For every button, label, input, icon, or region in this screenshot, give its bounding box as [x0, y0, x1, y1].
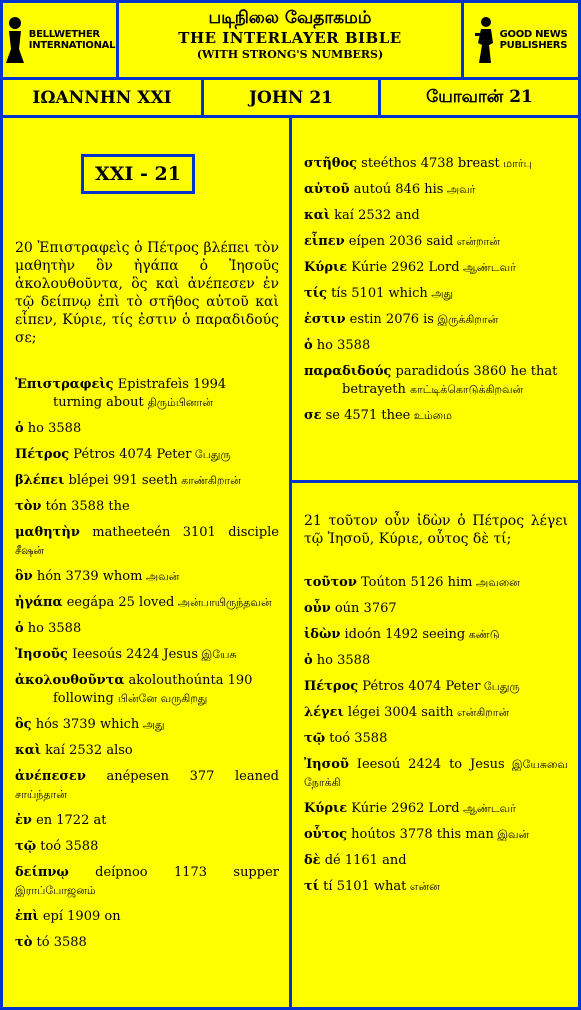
- tamil-gloss: என்றான்: [453, 235, 500, 248]
- word-gloss: deípnoo 1173 supper: [68, 865, 279, 880]
- greek-word: ὁ: [15, 421, 24, 436]
- word-gloss: autoú 846 his: [349, 182, 444, 197]
- word-gloss: ho 3588: [23, 421, 82, 436]
- greek-word: δὲ: [304, 853, 321, 868]
- bar-greek: ΙΩΑΝΝΗΝ XXI: [0, 77, 204, 118]
- greek-word: τί: [304, 879, 320, 894]
- word-gloss: blépei 991 seeth: [64, 473, 178, 488]
- greek-word: μαθητὴν: [15, 525, 80, 540]
- tamil-gloss: அவர்: [443, 183, 476, 196]
- tamil-gloss: திரும்பினான்: [147, 396, 213, 409]
- word-gloss: Kúrie 2962 Lord: [347, 801, 460, 816]
- word-entry: [15, 716, 279, 734]
- right-top-column: [289, 115, 581, 483]
- word-gloss: kaí 2532 and: [330, 208, 420, 223]
- tamil-gloss: சாய்ந்தான்: [15, 788, 67, 801]
- word-entry: [304, 155, 568, 173]
- tamil-gloss: காட்டிக்கொடுக்கிறவன்: [409, 383, 524, 396]
- word-gloss: tó 3588: [32, 935, 87, 950]
- greek-word: εἶπεν: [304, 234, 345, 249]
- greek-word: τὸν: [15, 499, 42, 514]
- tamil-gloss: பேதுரு: [480, 680, 520, 693]
- greek-word: Ἰησοῦς: [15, 647, 68, 662]
- greek-word: Ἐπιστραφεὶς: [15, 377, 114, 392]
- word-gloss: Pétros 4074 Peter: [69, 447, 192, 462]
- word-gloss: eípen 2036 said: [344, 234, 454, 249]
- greek-word: στῆθος: [304, 156, 358, 171]
- greek-word: δείπνῳ: [15, 865, 69, 880]
- tamil-gloss: உம்மை: [410, 409, 452, 422]
- word-gloss: oún 3767: [330, 601, 397, 616]
- good-news-logo: [461, 0, 581, 80]
- tamil-gloss: பின்னே வருகிறது: [117, 692, 208, 705]
- word-entry: [15, 672, 279, 708]
- word-entry: [304, 407, 568, 425]
- greek-word: τίς: [304, 286, 327, 301]
- word-entry: [304, 826, 568, 844]
- greek-word: καὶ: [15, 743, 42, 758]
- greek-word: Πέτρος: [15, 447, 70, 462]
- greek-word: βλέπει: [15, 473, 65, 488]
- word-gloss: ho 3588: [312, 653, 371, 668]
- greek-word: ὃν: [15, 569, 33, 584]
- word-entry: [15, 864, 279, 900]
- bellwether-logo: [0, 0, 119, 80]
- tamil-gloss: அன்பாயிருந்தவன்: [174, 596, 272, 609]
- greek-word: καὶ: [304, 208, 331, 223]
- word-gloss: ho 3588: [23, 621, 82, 636]
- greek-word: Κύριε: [304, 801, 348, 816]
- greek-word: ὁ: [15, 621, 24, 636]
- left-logo-line2: INTERNATIONAL: [28, 40, 116, 51]
- word-gloss: eegápa 25 loved: [62, 595, 175, 610]
- greek-word: ἰδὼν: [304, 627, 341, 642]
- word-gloss: dé 1161 and: [320, 853, 407, 868]
- tamil-gloss: இயேசுவை நோக்கி: [304, 758, 568, 789]
- title-block: [116, 0, 464, 80]
- greek-word: αὐτοῦ: [304, 182, 350, 197]
- greek-word: ἀκολουθοῦντα: [15, 673, 125, 688]
- word-gloss: matheeteén 3101 disciple: [79, 525, 279, 540]
- word-gloss: Ieesoú 2424 to Jesus: [348, 757, 505, 772]
- word-gloss: akolouthoúnta 190: [124, 673, 253, 688]
- word-entry: [15, 908, 279, 926]
- word-entry: [304, 181, 568, 199]
- verse-21-text: 21 τοῦτον οὖν ἰδὼν ὁ Πέτρος λέγει τῷ Ἰησοῦ, Κύριε, οὗτος δὲ τί;: [304, 513, 568, 547]
- title-tamil: படிநிலை வேதாகமம்: [208, 8, 372, 28]
- word-entry: [304, 852, 568, 870]
- bar-english: JOHN 21: [201, 77, 381, 118]
- word-gloss: paradidoús 3860 he that: [391, 364, 558, 379]
- title-sub: (WITH STRONG'S NUMBERS): [196, 48, 384, 61]
- word-gloss: tón 3588 the: [41, 499, 130, 514]
- word-entry: [304, 259, 568, 277]
- word-entry: [15, 812, 279, 830]
- word-gloss: Toúton 5126 him: [356, 575, 473, 590]
- word-entry: [15, 472, 279, 490]
- word-gloss: légei 3004 saith: [343, 705, 454, 720]
- greek-word: ἐστιν: [304, 312, 346, 327]
- word-gloss: toó 3588: [36, 839, 99, 854]
- word-entry: [15, 742, 279, 760]
- greek-word: σε: [304, 408, 322, 423]
- word-entry: [304, 704, 568, 722]
- greek-word: τῷ: [15, 839, 37, 854]
- chapter-label: XXI - 21: [81, 154, 195, 194]
- greek-word: ὃς: [15, 717, 32, 732]
- tamil-gloss: இயேசு: [198, 648, 237, 661]
- word-gloss: tí 5101 what: [319, 879, 407, 894]
- word-entry: [304, 652, 568, 670]
- word-gloss: hós 3739 which: [31, 717, 140, 732]
- word-gloss: Pétros 4074 Peter: [358, 679, 481, 694]
- tamil-gloss: அது: [139, 718, 165, 731]
- word-entry: [15, 498, 279, 516]
- word-entry: [15, 594, 279, 612]
- word-entry: [304, 337, 568, 355]
- word-entry: [15, 620, 279, 638]
- word-entry: [15, 446, 279, 464]
- right-bottom-column: [289, 480, 581, 1010]
- word-gloss: tís 5101 which: [326, 286, 428, 301]
- greek-word: τοῦτον: [304, 575, 357, 590]
- word-gloss: toó 3588: [325, 731, 388, 746]
- tamil-gloss: அவனை: [472, 576, 520, 589]
- right-logo-line2: PUBLISHERS: [499, 40, 568, 51]
- greek-word: Ἰησοῦ: [304, 757, 349, 772]
- greek-word: ἐν: [15, 813, 32, 828]
- left-column: [0, 115, 292, 1010]
- word-entry: [304, 600, 568, 618]
- greek-word: ἠγάπα: [15, 595, 63, 610]
- word-entry: [304, 800, 568, 818]
- word-gloss: steéthos 4738 breast: [357, 156, 500, 171]
- greek-word: τῷ: [304, 731, 326, 746]
- greek-word: παραδιδούς: [304, 364, 392, 379]
- word-entry: [304, 878, 568, 896]
- verse-20-text: 20 Ἐπιστραφεὶς ὁ Πέτρος βλέπει τὸν μαθητὴν ὃν ἠγάπα ὁ Ἰησοῦς ἀκολουθοῦντα, ὃς καὶ ἀνέπεσεν ἐν τῷ δείπνῳ ἐπὶ τὸ στῆθος αὐτοῦ καὶ εἶπεν, Κύριε, τίς ἐστιν ὁ παραδιδούς σε;: [15, 240, 279, 346]
- word-gloss: hón 3739 whom: [32, 569, 143, 584]
- verse-20-word-list: [15, 376, 279, 960]
- word-gloss: kaí 2532 also: [41, 743, 133, 758]
- tamil-gloss: இராப்போஜனம்: [15, 884, 96, 897]
- word-entry: [15, 934, 279, 952]
- word-entry: [15, 838, 279, 856]
- word-entry: [304, 756, 568, 792]
- tamil-gloss: அவன்: [142, 570, 180, 583]
- word-gloss: Ieesoús 2424 Jesus: [67, 647, 198, 662]
- tamil-gloss: ஆண்டவர்: [459, 261, 516, 274]
- title-main: THE INTERLAYER BIBLE: [178, 29, 402, 47]
- word-entry: [15, 568, 279, 586]
- word-gloss: idoón 1492 seeing: [340, 627, 466, 642]
- word-entry: [15, 524, 279, 560]
- word-gloss: ho 3588: [312, 338, 371, 353]
- word-entry: [304, 626, 568, 644]
- greek-word: ὁ: [304, 338, 313, 353]
- word-entry: [304, 311, 568, 329]
- left-logo-line1: BELLWETHER: [28, 29, 100, 40]
- right-logo-line1: GOOD NEWS: [499, 29, 568, 40]
- greek-word: ἐπὶ: [15, 909, 39, 924]
- greek-word: Κύριε: [304, 260, 348, 275]
- verse-20-word-list-continued: [304, 155, 568, 433]
- word-entry: [304, 233, 568, 251]
- gloss-continuation: betrayeth காட்டிக்கொடுக்கிறவன்: [342, 382, 524, 397]
- word-gloss: hoútos 3778 this man: [347, 827, 494, 842]
- greek-word: ἀνέπεσεν: [15, 769, 86, 784]
- bar-tamil: யோவான் 21: [378, 77, 581, 118]
- word-gloss: Epistrafeìs 1994: [113, 377, 227, 392]
- greek-word: ὁ: [304, 653, 313, 668]
- word-entry: [15, 376, 279, 412]
- word-entry: [304, 207, 568, 225]
- tamil-gloss: அது: [427, 287, 454, 300]
- tamil-gloss: என்ன: [406, 880, 440, 893]
- word-gloss: en 1722 at: [31, 813, 107, 828]
- tamil-gloss: கண்டு: [465, 628, 500, 641]
- word-entry: [304, 285, 568, 303]
- verse-21-word-list: [304, 574, 568, 904]
- word-gloss: epí 1909 on: [38, 909, 121, 924]
- word-entry: [304, 363, 568, 399]
- word-gloss: anépesen 377 leaned: [85, 769, 279, 784]
- word-entry: [304, 678, 568, 696]
- gloss-continuation: following பின்னே வருகிறது: [53, 691, 208, 706]
- tamil-gloss: இருக்கிறான்: [433, 313, 499, 326]
- word-entry: [15, 646, 279, 664]
- greek-word: Πέτρος: [304, 679, 359, 694]
- greek-word: τὸ: [15, 935, 33, 950]
- tamil-gloss: சீஷன்: [15, 544, 45, 557]
- word-gloss: estin 2076 is: [345, 312, 434, 327]
- bellwether-figure-icon: [4, 15, 26, 65]
- word-entry: [15, 768, 279, 804]
- word-gloss: se 4571 thee: [321, 408, 411, 423]
- word-entry: [304, 730, 568, 748]
- tamil-gloss: பேதுரு: [191, 448, 231, 461]
- word-entry: [304, 574, 568, 592]
- tamil-gloss: இவன்: [493, 828, 530, 841]
- greek-word: λέγει: [304, 705, 344, 720]
- word-entry: [15, 420, 279, 438]
- greek-word: οὗτος: [304, 827, 348, 842]
- tamil-gloss: ஆண்டவர்: [459, 802, 516, 815]
- tamil-gloss: என்கிறான்: [453, 706, 510, 719]
- tamil-gloss: மார்பு: [499, 157, 532, 170]
- word-gloss: Kúrie 2962 Lord: [347, 260, 460, 275]
- tamil-gloss: காண்கிறான்: [177, 474, 241, 487]
- good-news-figure-icon: [475, 15, 497, 65]
- gloss-continuation: turning about திரும்பினான்: [53, 395, 213, 410]
- greek-word: οὖν: [304, 601, 331, 616]
